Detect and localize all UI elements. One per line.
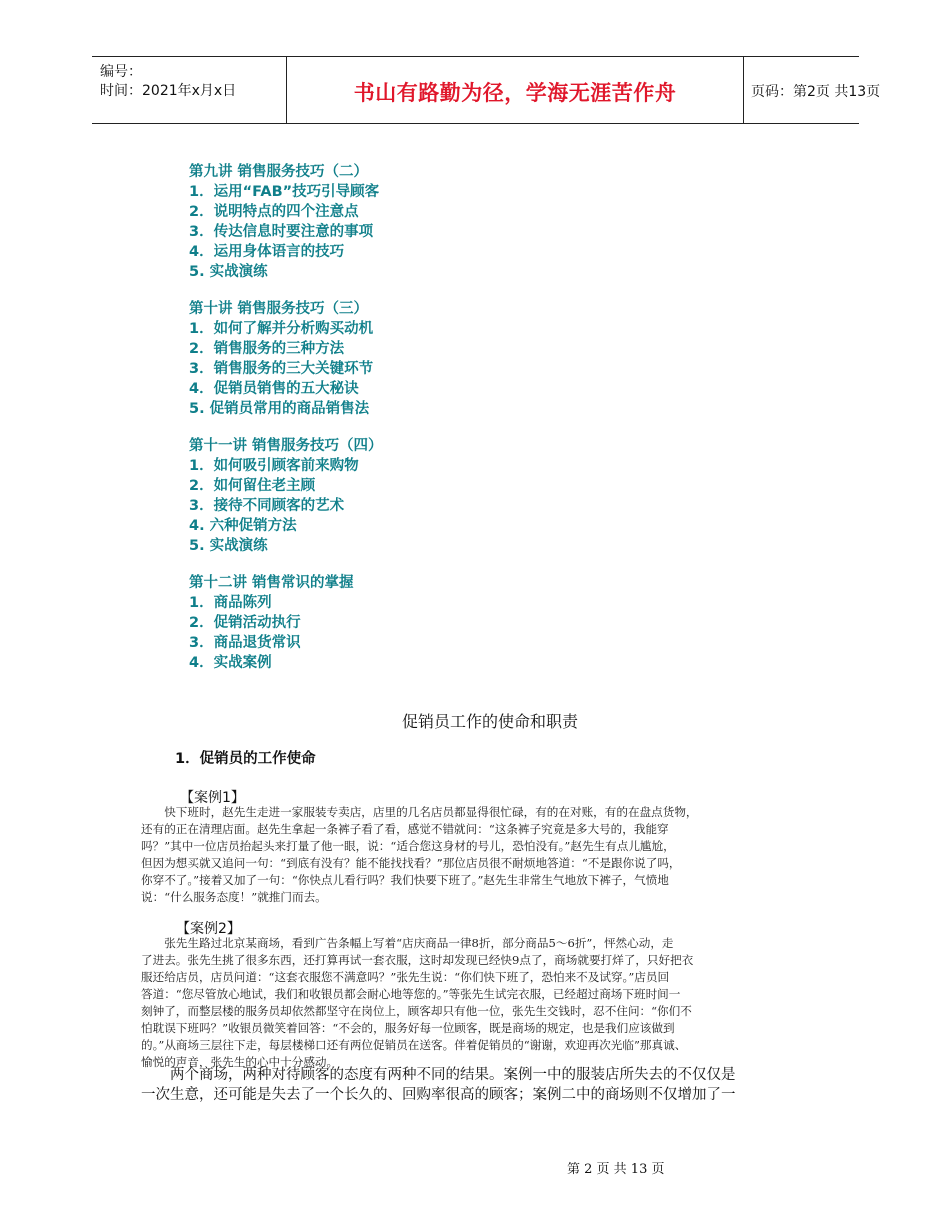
case1-paragraph: [141, 804, 821, 906]
lecture-item: 1．运用“FAB”技巧引导顾客: [189, 184, 380, 200]
lecture-title: 第十一讲 销售服务技巧（四）: [189, 438, 383, 454]
case2-line: 愉悦的声音，张先生的心中十分感动。: [141, 1055, 339, 1069]
course-outline: [189, 162, 383, 673]
header-meta-cell: [92, 57, 286, 123]
lecture-item: 1．商品陈列: [189, 595, 272, 611]
page-footer: 第 2 页 共 13 页: [567, 1162, 665, 1177]
conclusion-paragraph: [141, 1065, 821, 1105]
outline-gap: [189, 556, 383, 573]
document-date-label: 时间：2021年x月x日: [100, 83, 237, 99]
case2-paragraph: [141, 935, 821, 1071]
lecture-item: 4. 六种促销方法: [189, 518, 297, 534]
lecture-item: 5. 促销员常用的商品销售法: [189, 401, 370, 417]
case2-line: 服还给店员，店员问道：“这套衣服您不满意吗？”张先生说：“你们快下班了，恐怕来不及试穿。”店员回: [141, 970, 670, 984]
lecture-item: 3．接待不同顾客的艺术: [189, 498, 345, 514]
case1-line: 但因为想买就又追问一句：“到底有没有？能不能找找看？”那位店员很不耐烦地答道：“不是跟你说了吗，: [141, 856, 681, 870]
lecture-title: 第十讲 销售服务技巧（三）: [189, 301, 369, 317]
case2-line: 的。”从商场三层往下走，每层楼梯口还有两位促销员在送客。伴着促销员的“谢谢，欢迎再次光临”那真诚、: [141, 1038, 687, 1052]
page-header: [92, 56, 881, 124]
lecture-item: 4．促销员销售的五大秘诀: [189, 381, 359, 397]
lecture-item: 3．传达信息时要注意的事项: [189, 224, 374, 240]
case1-line: 你穿不了。”接着又加了一句：“你快点儿看行吗？我们快要下班了。”赵先生非常生气地放下裤子，气愤地: [141, 873, 669, 887]
lecture-item: 1．如何了解并分析购买动机: [189, 321, 374, 337]
lecture-item: 3．销售服务的三大关键环节: [189, 361, 374, 377]
case1-line: 快下班时，赵先生走进一家服装专卖店，店里的几名店员都显得很忙碌，有的在对账，有的在盘点货物，: [141, 805, 698, 819]
conclusion-line: 两个商场，两种对待顾客的态度有两种不同的结果。案例一中的服装店所失去的不仅仅是: [141, 1067, 736, 1083]
case2-line: 怕耽误下班吗？”收银员微笑着回答：“不会的，服务好每一位顾客，既是商场的规定，也是我们应该做到: [141, 1021, 675, 1035]
header-motto: 书山有路勤为径，学海无涯苦作舟: [353, 81, 677, 105]
case2-line: 答道：“您尽管放心地试，我们和收银员都会耐心地等您的。”等张先生试完衣服，已经超过商场下班时间一: [141, 987, 681, 1001]
lecture-item: 1．如何吸引顾客前来购物: [189, 458, 359, 474]
header-page-number: 页码：第2页 共13页: [751, 84, 881, 100]
lecture-item: 3．商品退货常识: [189, 635, 301, 651]
case1-line: 说：“什么服务态度！”就推门而去。: [141, 890, 327, 904]
case1-line: 吗？”其中一位店员抬起头来打量了他一眼，说：“适合您这身材的号儿，恐怕没有。”赵先生有点儿尴尬，: [141, 839, 675, 853]
lecture-item: 2．如何留住老主顾: [189, 478, 316, 494]
case2-line: 张先生路过北京某商场，看到广告条幅上写着“店庆商品一律8折，部分商品5～6折”，怦然心动，走: [141, 936, 674, 950]
case2-line: 刻钟了，而整层楼的服务员却依然都坚守在岗位上，顾客却只有他一位，张先生交钱时，忍不住问：“你们不: [141, 1004, 692, 1018]
lecture-item: 5. 实战演练: [189, 538, 268, 554]
case2-label: 【案例2】: [176, 921, 241, 937]
case1-label: 【案例1】: [180, 790, 245, 806]
lecture-item: 2．说明特点的四个注意点: [189, 204, 359, 220]
lecture-item: 4．运用身体语言的技巧: [189, 244, 345, 260]
case1-line: 还有的正在清理店面。赵先生拿起一条裤子看了看，感觉不错就问：“这条裤子究竟是多大号的，我能穿: [141, 822, 669, 836]
subheading: 1．促销员的工作使命: [175, 751, 316, 767]
conclusion-line: 一次生意，还可能是失去了一个长久的、回购率很高的顾客；案例二中的商场则不仅增加了一: [141, 1087, 736, 1103]
document-number-label: 编号：: [100, 64, 142, 80]
lecture-title: 第九讲 销售服务技巧（二）: [189, 164, 369, 180]
lecture-item: 2．销售服务的三种方法: [189, 341, 345, 357]
outline-gap: [189, 419, 383, 436]
lecture-item: 2．促销活动执行: [189, 615, 301, 631]
header-page-cell: [743, 57, 881, 123]
outline-gap: [189, 282, 383, 299]
lecture-title: 第十二讲 销售常识的掌握: [189, 575, 354, 591]
case2-line: 了进去。张先生挑了很多东西，还打算再试一套衣服，这时却发现已经快9点了，商场就要打烊了，只好把衣: [141, 953, 694, 967]
section-title: 促销员工作的使命和职责: [401, 712, 578, 731]
lecture-item: 5. 实战演练: [189, 264, 268, 280]
header-motto-cell: [286, 57, 744, 123]
lecture-item: 4．实战案例: [189, 655, 272, 671]
